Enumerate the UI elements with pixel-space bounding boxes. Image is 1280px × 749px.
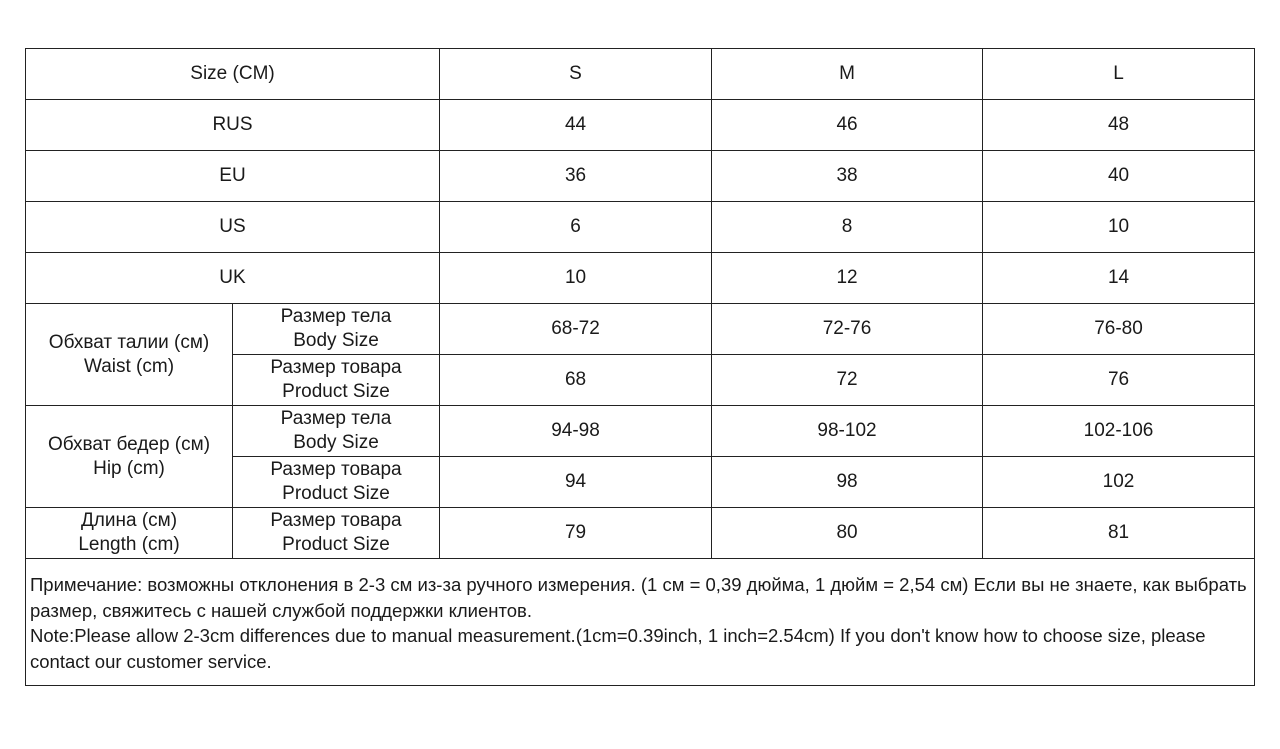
- length-label: [26, 508, 233, 559]
- body-size-label-ru: Размер тела: [280, 408, 392, 429]
- table-cell: 94-98: [440, 406, 712, 457]
- hip-label-en: Hip (cm): [93, 457, 165, 479]
- waist-product-size-label: [233, 355, 440, 406]
- table-cell: 94: [440, 457, 712, 508]
- table-row: [26, 406, 1255, 457]
- table-cell: 79: [440, 508, 712, 559]
- table-cell: 76-80: [983, 304, 1255, 355]
- table-cell: 48: [983, 100, 1255, 151]
- table-row: [26, 304, 1255, 355]
- body-size-label-en: Body Size: [293, 432, 379, 453]
- body-size-label-ru: Размер тела: [280, 306, 392, 327]
- product-size-label-ru: Размер товара: [270, 357, 402, 378]
- table-cell: 81: [983, 508, 1255, 559]
- table-row: [26, 100, 1255, 151]
- size-header-l: L: [983, 49, 1255, 100]
- table-cell: 80: [712, 508, 983, 559]
- standard-label-rus: RUS: [26, 100, 440, 151]
- table-cell: 8: [712, 202, 983, 253]
- note-text-ru: Примечание: возможны отклонения в 2-3 см из-за ручного измерения. (1 см = 0,39 дюйма, 1 дюйм = 2,54 см) Если вы не знаете, как выбрать размер, свяжитесь с нашей службой поддержки клиентов.: [30, 574, 1247, 621]
- size-header-label: Size (CM): [26, 49, 440, 100]
- note-row: [26, 559, 1255, 686]
- table-cell: 12: [712, 253, 983, 304]
- hip-label: [26, 406, 233, 508]
- table-cell: 68-72: [440, 304, 712, 355]
- size-chart-table: [25, 48, 1255, 686]
- table-cell: 10: [983, 202, 1255, 253]
- waist-label-en: Waist (cm): [83, 355, 175, 377]
- waist-label: [26, 304, 233, 406]
- table-cell: 98: [712, 457, 983, 508]
- product-size-label-en: Product Size: [282, 483, 390, 504]
- product-size-label-en: Product Size: [282, 534, 390, 555]
- table-cell: 44: [440, 100, 712, 151]
- table-cell: 6: [440, 202, 712, 253]
- table-cell: 72: [712, 355, 983, 406]
- waist-body-size-label: [233, 304, 440, 355]
- length-label-ru: Длина (см): [80, 510, 178, 531]
- table-row: [26, 151, 1255, 202]
- standard-label-eu: EU: [26, 151, 440, 202]
- table-row: [26, 202, 1255, 253]
- size-header-s: S: [440, 49, 712, 100]
- table-cell: 102-106: [983, 406, 1255, 457]
- table-cell: 38: [712, 151, 983, 202]
- table-cell: 40: [983, 151, 1255, 202]
- length-label-en: Length (cm): [78, 534, 180, 555]
- table-cell: 98-102: [712, 406, 983, 457]
- note-cell: [26, 559, 1255, 686]
- header-row: [26, 49, 1255, 100]
- table-cell: 10: [440, 253, 712, 304]
- body-size-label-en: Body Size: [293, 330, 379, 351]
- table-cell: 102: [983, 457, 1255, 508]
- length-product-size-label: [233, 508, 440, 559]
- table-row: [26, 508, 1255, 559]
- table-cell: 76: [983, 355, 1255, 406]
- standard-label-us: US: [26, 202, 440, 253]
- table-row: [26, 253, 1255, 304]
- product-size-label-ru: Размер товара: [270, 459, 402, 480]
- hip-product-size-label: [233, 457, 440, 508]
- table-cell: 36: [440, 151, 712, 202]
- hip-label-ru: Обхват бедер (см): [47, 433, 211, 455]
- table-cell: 72-76: [712, 304, 983, 355]
- size-header-m: M: [712, 49, 983, 100]
- note-text-en: Note:Please allow 2-3cm differences due to manual measurement.(1cm=0.39inch, 1 inch=2.54cm) If you don't know how to choose size, please contact our customer service.: [30, 625, 1206, 672]
- hip-body-size-label: [233, 406, 440, 457]
- table-cell: 14: [983, 253, 1255, 304]
- product-size-label-en: Product Size: [282, 381, 390, 402]
- table-cell: 46: [712, 100, 983, 151]
- standard-label-uk: UK: [26, 253, 440, 304]
- product-size-label-ru: Размер товара: [270, 510, 402, 531]
- waist-label-ru: Обхват талии (см): [48, 331, 210, 353]
- table-cell: 68: [440, 355, 712, 406]
